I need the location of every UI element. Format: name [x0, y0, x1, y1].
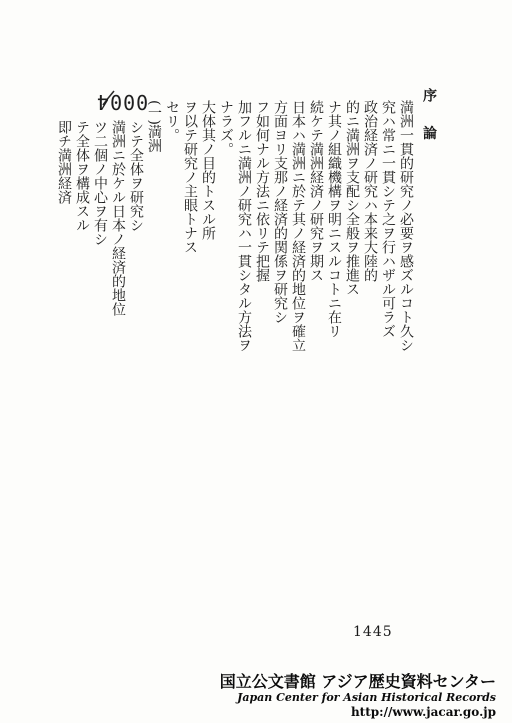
archive-name-en: Japan Center for Asian Historical Records [237, 691, 496, 704]
text-column: 加フルニ満洲ノ研究ハ一貫シタル方法ヲ [236, 100, 252, 352]
text-column: 究ハ常ニ一貫シテ之ヲ行ハザル可ラズ [380, 100, 396, 338]
text-column: 即チ満洲経済 [56, 120, 72, 204]
text-column: テ全体ヲ構成スル [74, 120, 90, 232]
text-column: 政治経済ノ研究ハ本来大陸的 [362, 100, 378, 282]
archive-footer [156, 673, 496, 719]
text-column: 満洲一貫的研究ノ必要ヲ感ズルコト久シ [398, 100, 414, 352]
folio-number: 0004 [96, 90, 149, 114]
text-column: 大体其ノ目的トスル所 [200, 100, 216, 240]
page-number: 1445 [353, 624, 393, 640]
text-column: 日本ハ満洲ニ於テ其ノ経済的地位ヲ確立 [290, 100, 306, 352]
section-title: 序 論 [421, 88, 437, 140]
text-column: 方面ヨリ支那ノ経済的関係ヲ研究シ [272, 100, 288, 324]
archive-name-jp: 国立公文書館 アジア歴史資料センター [219, 672, 496, 691]
text-column: 続ケテ満洲経済ノ研究ヲ期ス [308, 100, 324, 282]
text-column: フ如何ナル方法ニ依リテ把握 [254, 100, 270, 282]
text-column: ナ其ノ組織機構ヲ明ニスルコトニ在リ [326, 100, 342, 338]
text-column: ツ二個ノ中心ヲ有シ [92, 120, 108, 246]
text-column: 的ニ満洲ヲ支配シ全般ヲ推進ス [344, 100, 360, 296]
text-column: シテ全体ヲ研究シ [128, 120, 144, 232]
archive-url: http://www.jacar.go.jp [350, 705, 496, 719]
text-column: ナラズ。 [218, 100, 234, 156]
text-column: セリ。 [164, 100, 180, 142]
text-column: ヲ以テ研究ノ主眼トナス [182, 100, 198, 254]
text-column: 満洲ニ於ケル日本ノ経済的地位 [110, 120, 126, 316]
list-item-heading: (一)満洲 [146, 100, 162, 153]
